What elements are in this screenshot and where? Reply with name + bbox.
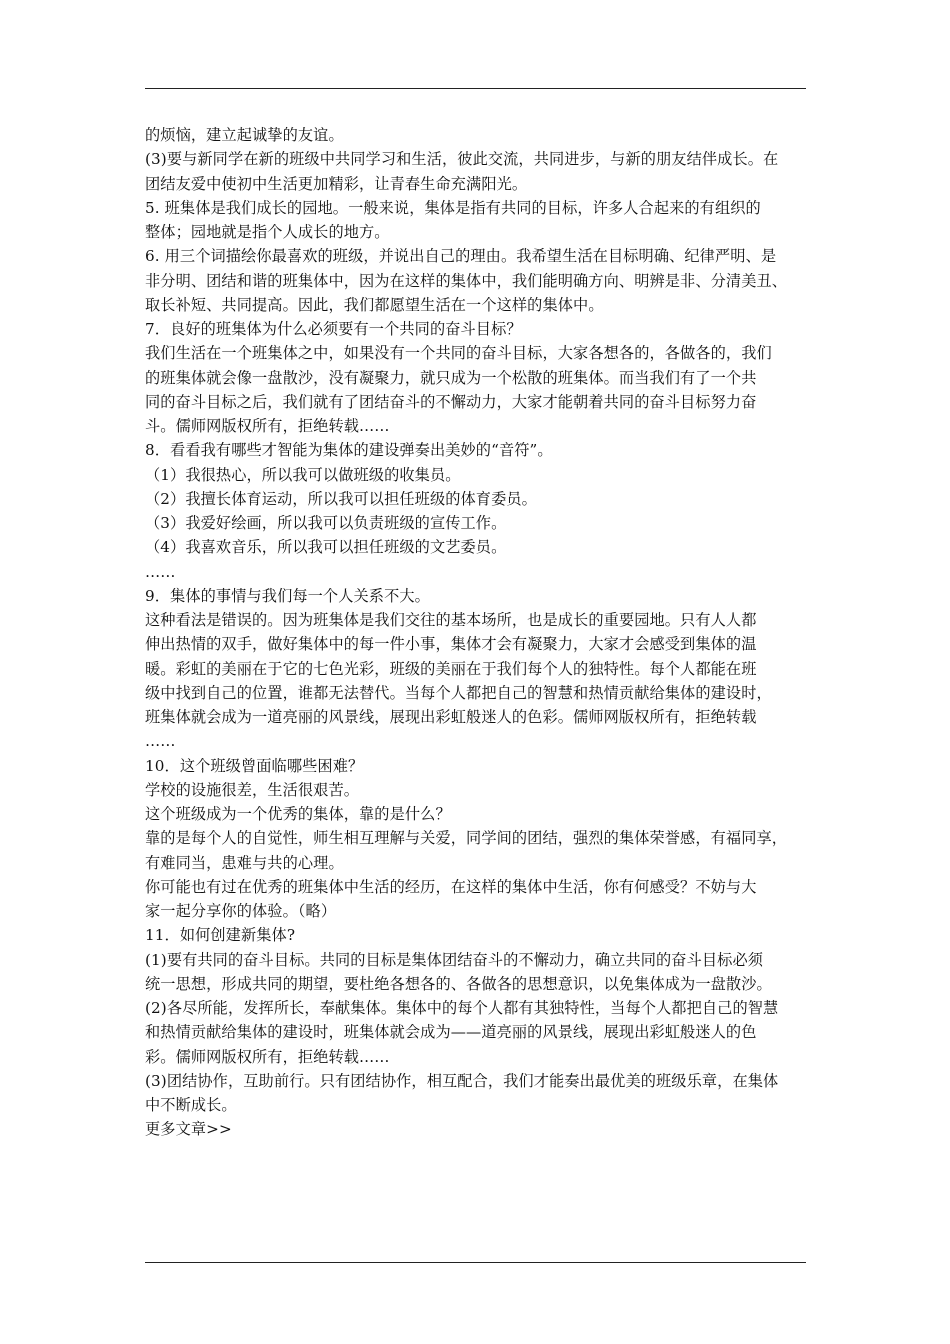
text-line: 团结友爱中使初中生活更加精彩，让青春生命充满阳光。 bbox=[145, 174, 528, 193]
text-line: 的班集体就会像一盘散沙，没有凝聚力，就只成为一个松散的班集体。而当我们有了一个共 bbox=[145, 368, 757, 387]
text-line: 中不断成长。 bbox=[145, 1096, 237, 1114]
text-line: 11．如何创建新集体? bbox=[145, 926, 296, 945]
text-line: （2）我擅长体育运动，所以我可以担任班级的体育委员。 bbox=[145, 489, 537, 508]
text-line: 7．良好的班集体为什么必须要有一个共同的奋斗目标？ bbox=[145, 320, 522, 338]
text-line: 的烦恼，建立起诚挚的友谊。 bbox=[145, 126, 344, 144]
text-line: 靠的是每个人的自觉性，师生相互理解与关爱，同学间的团结，强烈的集体荣誉感，有福同享， bbox=[145, 829, 788, 848]
header-rule bbox=[145, 88, 806, 89]
text-line: …… bbox=[145, 562, 176, 581]
text-line: 这种看法是错误的。因为班集体是我们交往的基本场所，也是成长的重要园地。只有人人都 bbox=[145, 611, 757, 629]
text-line: 斗。儒师网版权所有，拒绝转载…… bbox=[145, 417, 390, 435]
text-line: 你可能也有过在优秀的班集体中生活的经历，在这样的集体中生活，你有何感受？不妨与大 bbox=[145, 877, 757, 896]
text-line: 家一起分享你的体验。（略） bbox=[145, 902, 337, 920]
more-articles-link[interactable]: 更多文章>> bbox=[145, 1120, 232, 1139]
text-line: 我们生活在一个班集体之中，如果没有一个共同的奋斗目标，大家各想各的，各做各的，我们 bbox=[145, 344, 772, 363]
text-line: …… bbox=[145, 732, 176, 751]
text-line: (2)各尽所能，发挥所长，奉献集体。集体中的每个人都有其独特性，当每个人都把自己的智慧 bbox=[145, 999, 779, 1017]
text-line: 6. 用三个词描绘你最喜欢的班级，并说出自己的理由。我希望生活在目标明确、纪律严明、是 bbox=[145, 247, 777, 266]
text-line: 彩。儒师网版权所有，拒绝转载…… bbox=[145, 1047, 390, 1066]
text-line: 同的奋斗目标之后，我们就有了团结奋斗的不懈动力，大家才能朝着共同的奋斗目标努力奋 bbox=[145, 392, 757, 411]
text-line: 非分明、团结和谐的班集体中，因为在这样的集体中，我们能明确方向、明辨是非、分清美丑、 bbox=[145, 271, 788, 290]
text-line: (3)要与新同学在新的班级中共同学习和生活，彼此交流，共同进步，与新的朋友结伴成长。在 bbox=[145, 150, 779, 169]
text-line: 取长补短、共同提高。因此，我们都愿望生活在一个这样的集体中。 bbox=[145, 295, 604, 314]
text-line: 级中找到自己的位置，谁都无法替代。当每个人都把自己的智慧和热情贡献给集体的建设时， bbox=[145, 683, 772, 702]
document-body bbox=[145, 123, 810, 1142]
text-line: 8．看看我有哪些才智能为集体的建设弹奏出美妙的“音符”。 bbox=[145, 441, 553, 460]
text-line: （4）我喜欢音乐，所以我可以担任班级的文艺委员。 bbox=[145, 538, 507, 557]
text-line: 统一思想，形成共同的期望，要杜绝各想各的、各做各的思想意识，以免集体成为一盘散沙。 bbox=[145, 974, 772, 993]
text-line: （1）我很热心，所以我可以做班级的收集员。 bbox=[145, 465, 461, 484]
text-line: 5. 班集体是我们成长的园地。一般来说，集体是指有共同的目标，许多人合起来的有组织的 bbox=[145, 198, 761, 217]
text-line: 学校的设施很差，生活很艰苦。 bbox=[145, 780, 360, 799]
text-line: 10．这个班级曾面临哪些困难？ bbox=[145, 756, 364, 775]
text-line: (3)团结协作，互助前行。只有团结协作，相互配合，我们才能奏出最优美的班级乐章，在集体 bbox=[145, 1071, 779, 1090]
text-line: 暖。彩虹的美丽在于它的七色光彩，班级的美丽在于我们每个人的独特性。每个人都能在班 bbox=[145, 659, 757, 678]
text-line: 这个班级成为一个优秀的集体，靠的是什么？ bbox=[145, 805, 451, 823]
text-line: 9．集体的事情与我们每一个人关系不大。 bbox=[145, 586, 430, 605]
text-line: 整体；园地就是指个人成长的地方。 bbox=[145, 223, 390, 241]
text-line: 有难同当，患难与共的心理。 bbox=[145, 853, 344, 872]
text-line: 班集体就会成为一道亮丽的风景线，展现出彩虹般迷人的色彩。儒师网版权所有，拒绝转载 bbox=[145, 708, 757, 726]
text-line: 伸出热情的双手，做好集体中的每一件小事，集体才会有凝聚力，大家才会感受到集体的温 bbox=[145, 635, 757, 654]
text-line: 和热情贡献给集体的建设时，班集体就会成为——道亮丽的风景线，展现出彩虹般迷人的色 bbox=[145, 1023, 757, 1042]
footer-rule bbox=[145, 1262, 806, 1263]
text-line: (1)要有共同的奋斗目标。共同的目标是集体团结奋斗的不懈动力，确立共同的奋斗目标必须 bbox=[145, 950, 764, 969]
text-line: （3）我爱好绘画，所以我可以负责班级的宣传工作。 bbox=[145, 514, 507, 532]
